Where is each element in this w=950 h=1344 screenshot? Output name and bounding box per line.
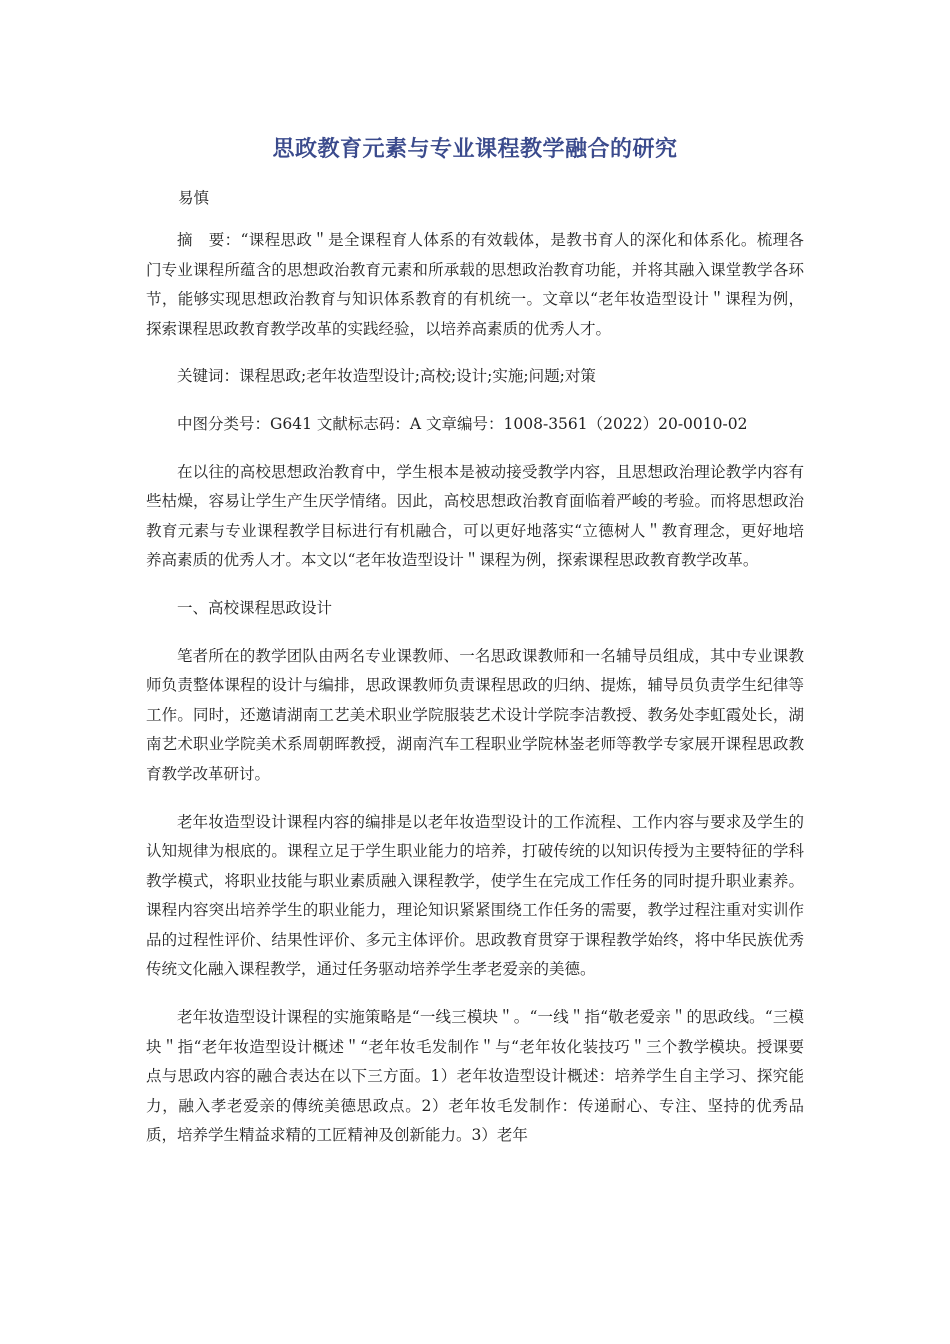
section-heading: 一、高校课程思政设计 xyxy=(177,598,333,617)
article-body xyxy=(146,226,804,1169)
classification-line: 中图分类号：G641 文献标志码：A 文章编号：1008-3561（2022）20-0010-02 xyxy=(177,414,748,433)
keywords-line: 关键词：课程思政;老年妆造型设计;高校;设计;实施;问题;对策 xyxy=(177,367,596,386)
body-paragraph: 老年妆造型设计课程内容的编排是以老年妆造型设计的工作流程、工作内容与要求及学生的认知规律为根底的。课程立足于学生职业能力的培养，打破传统的以知识传授为主要特征的学科教学模式，将职业技能与职业素质融入课程教学，使学生在完成工作任务的同时提升职业素养。课程内容突出培养学生的职业能力，理论知识紧紧围绕工作任务的需要，教学过程注重对实训作品的过程性评价、结果性评价、多元主体评价。思政教育贯穿于课程教学始终，将中华民族优秀传统文化融入课程教学，通过任务驱动培养学生孝老爱亲的美德。 xyxy=(146,812,804,979)
page-title: 思政教育元素与专业课程教学融合的研究 xyxy=(272,136,678,162)
author-name: 易慎 xyxy=(178,189,210,207)
body-paragraph: 老年妆造型设计课程的实施策略是“一线三模块＂。“一线＂指“敬老爱亲＂的思政线。“三模块＂指“老年妆造型设计概述＂“老年妆毛发制作＂与“老年妆化装技巧＂三个教学模块。授课要点与思政内容的融合表达在以下三方面。1）老年妆造型设计概述：培养学生自主学习、探究能力，融入孝老爱亲的傳统美德思政点。2）老年妆毛发制作：传递耐心、专注、坚持的优秀品质，培养学生精益求精的工匠精神及创新能力。3）老年 xyxy=(146,1008,804,1145)
body-paragraph: 在以往的高校思想政治教育中，学生根本是被动接受教学内容，且思想政治理论教学内容有些枯燥，容易让学生产生厌学情绪。因此，高校思想政治教育面临着严峻的考验。而将思想政治教育元素与专业课程教学目标进行有机融合，可以更好地落实“立德树人＂教育理念，更好地培养高素质的优秀人才。本文以“老年妆造型设计＂课程为例，探索课程思政教育教学改革。 xyxy=(146,462,804,570)
abstract-paragraph: 摘 要：“课程思政＂是全课程育人体系的有效载体，是教书育人的深化和体系化。梳理各门专业课程所蕴含的思想政治教育元素和所承载的思想政治教育功能，并将其融入课堂教学各环节，能够实现思想政治教育与知识体系教育的有机统一。文章以“老年妆造型设计＂课程为例，探索课程思政教育教学改革的实践经验，以培养高素质的优秀人才。 xyxy=(146,231,804,338)
body-paragraph: 笔者所在的教学团队由两名专业课教师、一名思政课教师和一名辅导员组成，其中专业课教师负责整体课程的设计与编排，思政课教师负责课程思政的归纳、提炼，辅导员负责学生纪律等工作。同时，还邀请湖南工艺美术职业学院服装艺术设计学院李洁教授、教务处李虹霞处长，湖南艺术职业学院美术系周朝晖教授，湖南汽车工程职业学院林崟老师等教学专家展开课程思政教育教学改革研讨。 xyxy=(146,646,804,783)
